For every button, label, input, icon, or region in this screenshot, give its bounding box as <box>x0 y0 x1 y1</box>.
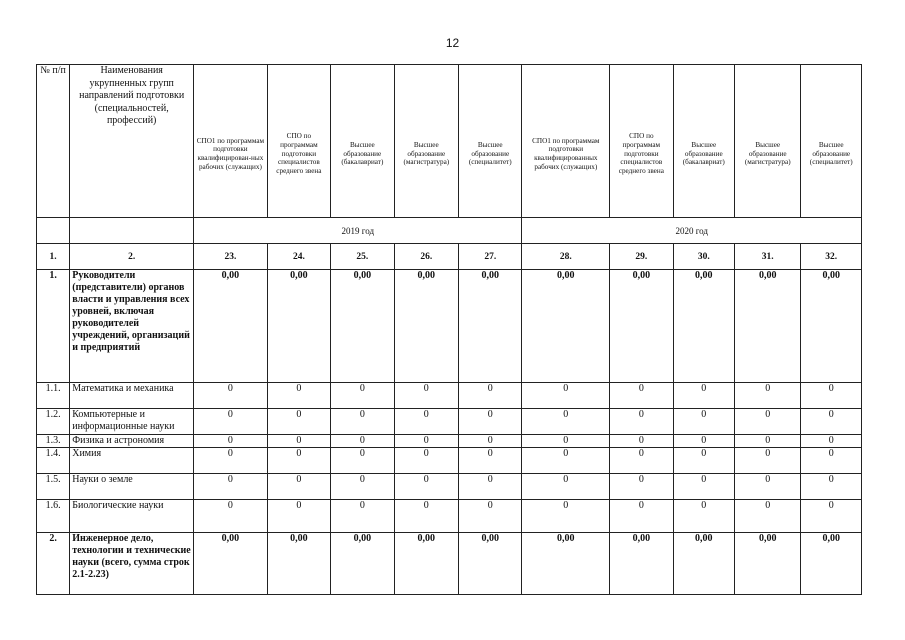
value-cell: 0 <box>394 435 458 448</box>
column-number: 30. <box>673 244 734 270</box>
value-cell: 0,00 <box>735 533 801 595</box>
row-label: Руководители (представители) органов власти и управления всех уровней, включая руководителей учреждений, организаций и предприятий <box>70 270 194 383</box>
value-cell: 0 <box>735 448 801 474</box>
value-cell: 0 <box>331 474 394 500</box>
value-cell: 0 <box>801 435 862 448</box>
value-cell: 0,00 <box>801 533 862 595</box>
value-cell: 0 <box>610 500 673 533</box>
column-number: 2. <box>70 244 194 270</box>
value-cell: 0 <box>673 500 734 533</box>
column-header: Высшее образование (специалитет) <box>459 91 522 218</box>
table-row <box>37 409 862 435</box>
row-label: Физика и астрономия <box>70 435 194 448</box>
column-number-row <box>37 244 862 270</box>
value-cell: 0 <box>194 474 268 500</box>
value-cell: 0 <box>194 500 268 533</box>
column-header: Высшее образование (магистратура) <box>394 91 458 218</box>
row-index: 1.1. <box>37 383 70 409</box>
row-label: Инженерное дело, технологии и технические науки (всего, сумма строк 2.1-2.23) <box>70 533 194 595</box>
header-top-cell <box>459 65 522 92</box>
value-cell: 0 <box>801 474 862 500</box>
value-cell: 0,00 <box>522 533 610 595</box>
value-cell: 0,00 <box>331 270 394 383</box>
column-number: 28. <box>522 244 610 270</box>
row-label: Химия <box>70 448 194 474</box>
row-index: 1.5. <box>37 474 70 500</box>
header-name: Наименования укрупненных групп направлений подготовки (специальностей, профессий) <box>70 65 194 218</box>
table-row <box>37 500 862 533</box>
value-cell: 0 <box>394 474 458 500</box>
header-top-cell <box>610 65 673 92</box>
value-cell: 0 <box>331 448 394 474</box>
table-row <box>37 270 862 383</box>
value-cell: 0,00 <box>610 270 673 383</box>
header-top-cell <box>394 65 458 92</box>
value-cell: 0 <box>459 474 522 500</box>
value-cell: 0 <box>735 383 801 409</box>
year-row <box>37 218 862 244</box>
value-cell: 0 <box>394 448 458 474</box>
value-cell: 0,00 <box>331 533 394 595</box>
value-cell: 0 <box>194 448 268 474</box>
value-cell: 0,00 <box>522 270 610 383</box>
row-label: Математика и механика <box>70 383 194 409</box>
value-cell: 0 <box>331 435 394 448</box>
value-cell: 0 <box>735 474 801 500</box>
value-cell: 0,00 <box>459 533 522 595</box>
value-cell: 0 <box>673 435 734 448</box>
header-top-cell <box>522 65 610 92</box>
value-cell: 0 <box>459 435 522 448</box>
value-cell: 0 <box>331 500 394 533</box>
value-cell: 0 <box>459 500 522 533</box>
value-cell: 0,00 <box>673 533 734 595</box>
value-cell: 0 <box>394 409 458 435</box>
row-index: 1. <box>37 270 70 383</box>
value-cell: 0 <box>522 409 610 435</box>
value-cell: 0,00 <box>194 533 268 595</box>
value-cell: 0 <box>801 500 862 533</box>
column-number: 23. <box>194 244 268 270</box>
value-cell: 0 <box>735 500 801 533</box>
value-cell: 0 <box>610 383 673 409</box>
header-top-cell <box>801 65 862 92</box>
table-row <box>37 448 862 474</box>
value-cell: 0 <box>673 474 734 500</box>
value-cell: 0 <box>735 409 801 435</box>
value-cell: 0,00 <box>194 270 268 383</box>
header-top-cell <box>331 65 394 92</box>
row-label: Биологические науки <box>70 500 194 533</box>
column-number: 32. <box>801 244 862 270</box>
value-cell: 0 <box>801 409 862 435</box>
value-cell: 0 <box>331 383 394 409</box>
value-cell: 0 <box>522 448 610 474</box>
value-cell: 0 <box>673 383 734 409</box>
value-cell: 0 <box>673 448 734 474</box>
column-header: Высшее образование (специалитет) <box>801 91 862 218</box>
column-header: Высшее образование (бакалавриат) <box>331 91 394 218</box>
value-cell: 0,00 <box>610 533 673 595</box>
column-number: 31. <box>735 244 801 270</box>
value-cell: 0 <box>459 383 522 409</box>
value-cell: 0 <box>267 383 330 409</box>
value-cell: 0 <box>673 409 734 435</box>
column-header: Высшее образование (бакалавриат) <box>673 91 734 218</box>
row-index: 1.2. <box>37 409 70 435</box>
header-top-cell <box>735 65 801 92</box>
column-number: 24. <box>267 244 330 270</box>
table-row <box>37 383 862 409</box>
value-cell: 0 <box>610 409 673 435</box>
value-cell: 0 <box>522 383 610 409</box>
header-top-row <box>37 65 862 92</box>
value-cell: 0 <box>267 448 330 474</box>
column-header: СПО по программам подготовки специалистов среднего звена <box>267 91 330 218</box>
page-number: 12 <box>445 36 460 50</box>
value-cell: 0 <box>194 409 268 435</box>
header-top-cell <box>673 65 734 92</box>
value-cell: 0 <box>194 383 268 409</box>
value-cell: 0,00 <box>267 270 330 383</box>
value-cell: 0 <box>801 448 862 474</box>
value-cell: 0,00 <box>267 533 330 595</box>
column-number: 25. <box>331 244 394 270</box>
column-number: 1. <box>37 244 70 270</box>
value-cell: 0 <box>735 435 801 448</box>
row-index: 1.6. <box>37 500 70 533</box>
value-cell: 0 <box>394 383 458 409</box>
row-index: 2. <box>37 533 70 595</box>
column-number: 26. <box>394 244 458 270</box>
year-2020: 2020 год <box>522 218 862 244</box>
column-header: СПО1 по программам подготовки квалифицирован-ных рабочих (служащих) <box>194 91 268 218</box>
value-cell: 0,00 <box>459 270 522 383</box>
value-cell: 0,00 <box>673 270 734 383</box>
table-row <box>37 533 862 595</box>
column-header: СПО1 по программам подготовки квалифицированных рабочих (служащих) <box>522 91 610 218</box>
value-cell: 0 <box>522 500 610 533</box>
value-cell: 0,00 <box>394 270 458 383</box>
value-cell: 0 <box>522 474 610 500</box>
value-cell: 0 <box>459 448 522 474</box>
year-2019: 2019 год <box>194 218 522 244</box>
value-cell: 0 <box>267 474 330 500</box>
row-label: Компьютерные и информационные науки <box>70 409 194 435</box>
value-cell: 0,00 <box>735 270 801 383</box>
row-label: Науки о земле <box>70 474 194 500</box>
column-number: 29. <box>610 244 673 270</box>
value-cell: 0 <box>459 409 522 435</box>
value-cell: 0 <box>267 500 330 533</box>
value-cell: 0,00 <box>801 270 862 383</box>
table-row <box>37 474 862 500</box>
value-cell: 0 <box>801 383 862 409</box>
value-cell: 0 <box>610 448 673 474</box>
header-no: № п/п <box>37 65 70 218</box>
header-top-cell <box>194 65 268 92</box>
column-header: СПО по программам подготовки специалистов среднего звена <box>610 91 673 218</box>
data-table <box>36 64 862 595</box>
value-cell: 0 <box>267 435 330 448</box>
value-cell: 0,00 <box>394 533 458 595</box>
column-header: Высшее образование (магистратура) <box>735 91 801 218</box>
column-number: 27. <box>459 244 522 270</box>
value-cell: 0 <box>610 435 673 448</box>
value-cell: 0 <box>267 409 330 435</box>
row-index: 1.4. <box>37 448 70 474</box>
row-index: 1.3. <box>37 435 70 448</box>
table-row <box>37 435 862 448</box>
value-cell: 0 <box>610 474 673 500</box>
value-cell: 0 <box>194 435 268 448</box>
value-cell: 0 <box>522 435 610 448</box>
year-cell-empty <box>70 218 194 244</box>
year-cell-empty <box>37 218 70 244</box>
header-top-cell <box>267 65 330 92</box>
value-cell: 0 <box>394 500 458 533</box>
value-cell: 0 <box>331 409 394 435</box>
